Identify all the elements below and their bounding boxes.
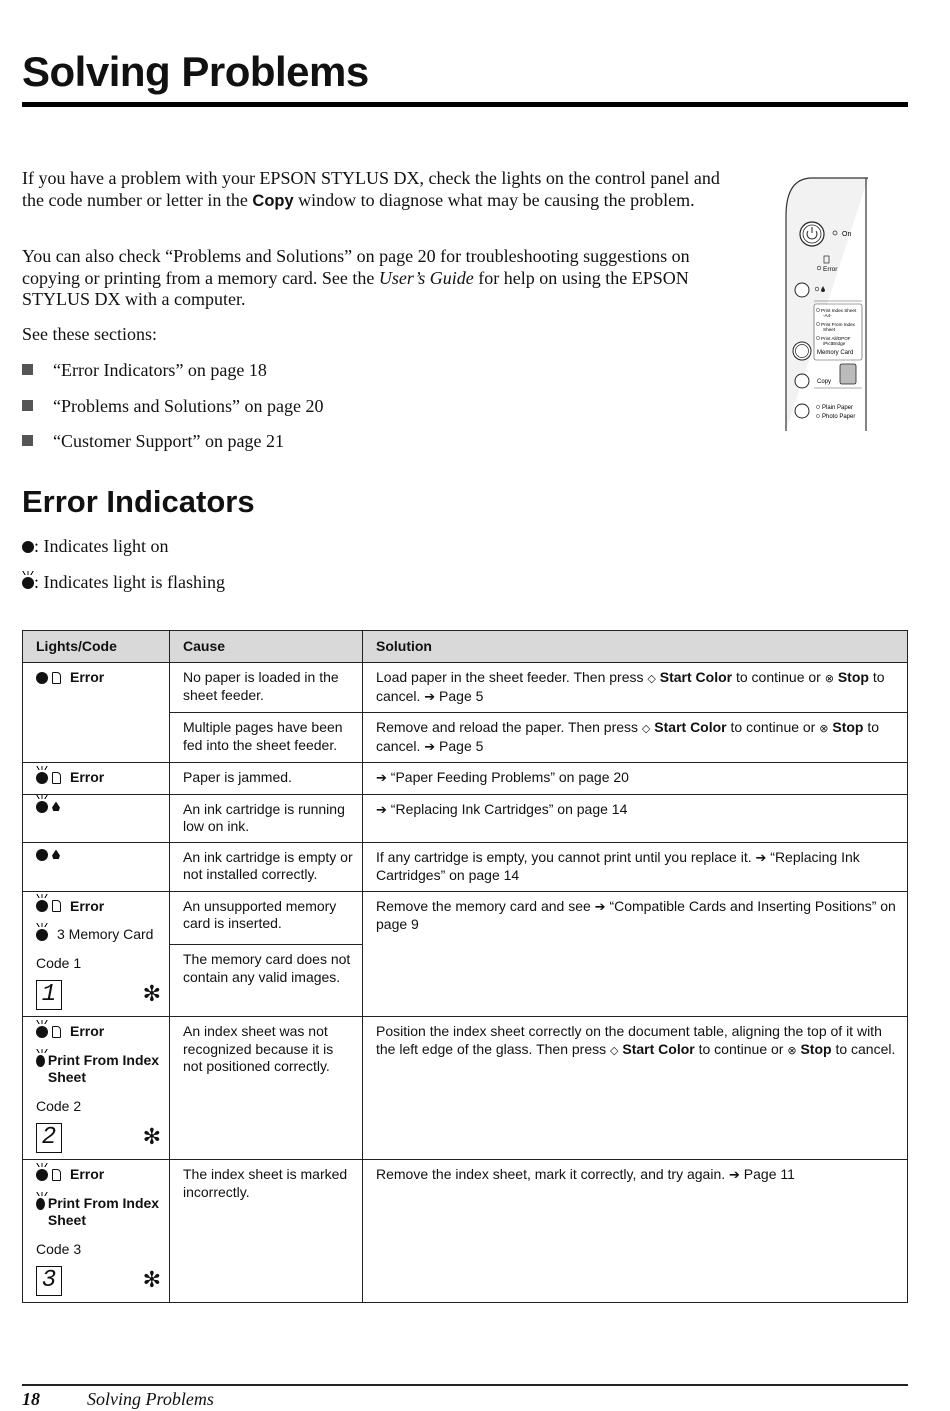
panel-photo-paper-label: Photo Paper — [822, 414, 856, 420]
table-row — [23, 763, 908, 795]
panel-plain-paper-label: Plain Paper — [822, 405, 854, 411]
bullet-icon — [22, 435, 33, 446]
light-flashing-icon — [36, 1026, 48, 1038]
lights-cell: Error Print From Index Sheet Code 3 3 ✻ — [23, 1160, 170, 1303]
page-number: 18 — [22, 1389, 40, 1409]
stop-icon: ⊗ — [824, 672, 834, 685]
panel-pictbridge-label: /PictBridge — [823, 341, 846, 346]
page-title: Solving Problems — [22, 48, 369, 95]
light-on-icon — [36, 672, 48, 684]
start-diamond-icon: ◇ — [641, 722, 651, 735]
column-header: Solution — [363, 631, 908, 663]
arrow-icon: ➔ — [755, 850, 767, 866]
arrow-icon: ➔ — [594, 899, 606, 915]
lights-cell: Error — [23, 763, 170, 795]
asterisk-icon: ✻ — [142, 1125, 161, 1151]
cause-cell: An index sheet was not recognized because it is not positioned correctly. — [170, 1017, 363, 1160]
panel-sheet-label: Sheet — [823, 327, 836, 332]
paper-icon — [52, 1026, 61, 1038]
cause-cell: An unsupported memory card is inserted. — [170, 891, 363, 945]
section-link-problems-solutions[interactable]: “Problems and Solutions” on page 20 — [22, 396, 323, 417]
start-diamond-icon: ◇ — [647, 672, 656, 685]
table-row — [23, 663, 908, 713]
table-header-row — [23, 631, 908, 663]
start-diamond-icon: ◇ — [610, 1043, 619, 1057]
light-flashing-icon — [36, 1198, 45, 1210]
control-panel-illustration — [782, 176, 870, 431]
footer-title: Solving Problems — [87, 1389, 214, 1409]
legend-light-flashing: : Indicates light is flashing — [22, 572, 225, 593]
paper-icon — [52, 772, 61, 784]
asterisk-icon: ✻ — [142, 982, 161, 1008]
panel-print-index-label: Print Index Sheet — [821, 308, 857, 313]
light-flashing-icon — [36, 772, 48, 784]
panel-error-label: Error — [823, 266, 838, 273]
cause-cell: Paper is jammed. — [170, 763, 363, 795]
panel-print-all-label: Print All/DPOF — [821, 336, 851, 341]
stop-icon: ⊗ — [819, 722, 829, 735]
bullet-icon — [22, 400, 33, 411]
footer-rule — [22, 1384, 908, 1386]
asterisk-icon: ✻ — [142, 1268, 161, 1294]
section-heading: Error Indicators — [22, 484, 255, 519]
cause-cell: An ink cartridge is empty or not installed correctly. — [170, 842, 363, 891]
lights-cell: Error Print From Index Sheet Code 2 2 ✻ — [23, 1017, 170, 1160]
panel-on-label: On — [842, 231, 852, 238]
light-on-icon — [36, 849, 48, 861]
intro-paragraph-2: You can also check “Problems and Solutions” on page 20 for troubleshooting suggestions on copying or printing from a memory card. See the User’s Guide for help on using the EPSON STYLUS DX with a computer. — [22, 246, 690, 309]
cause-cell: No paper is loaded in the sheet feeder. — [170, 663, 363, 713]
light-flashing-icon — [36, 1055, 45, 1067]
panel-a4-label: -A4- — [823, 313, 832, 318]
stop-icon: ⊗ — [787, 1043, 797, 1057]
column-header: Lights/Code — [23, 631, 170, 663]
table-row — [23, 891, 908, 945]
light-flashing-icon — [36, 1169, 48, 1181]
arrow-icon: ➔ — [376, 802, 387, 818]
lights-cell: Error 3 Memory Card Code 1 1 ✻ — [23, 891, 170, 1017]
cause-cell: An ink cartridge is running low on ink. — [170, 794, 363, 842]
solution-cell: Remove the memory card and see ➔ “Compatible Cards and Inserting Positions” on page 9 — [363, 891, 908, 1017]
cause-cell: Multiple pages have been fed into the sheet feeder. — [170, 713, 363, 763]
bullet-icon — [22, 364, 33, 375]
lights-cell — [23, 842, 170, 891]
intro-paragraph-3: See these sections: — [22, 324, 157, 344]
panel-print-from-index-label: Print From Index — [821, 322, 855, 327]
light-flashing-icon — [36, 801, 48, 813]
intro-paragraph-1: If you have a problem with your EPSON STYLUS DX, check the lights on the control panel and the code number or letter in the Copy window to diagnose what may be causing the problem. — [22, 168, 720, 210]
cause-cell: The index sheet is marked incorrectly. — [170, 1160, 363, 1303]
table-row — [23, 794, 908, 842]
solution-cell: Position the index sheet correctly on the document table, aligning the top of it with the left edge of the glass. Then press ◇ Start Color to continue or ⊗ Stop to cancel. — [363, 1017, 908, 1160]
ink-drop-icon — [52, 802, 60, 812]
arrow-icon: ➔ — [424, 689, 436, 705]
solution-cell: ➔ “Replacing Ink Cartridges” on page 14 — [363, 794, 908, 842]
table-row — [23, 1160, 908, 1303]
error-indicator-table — [22, 630, 908, 1303]
solution-cell: Remove the index sheet, mark it correctly, and try again. ➔ Page 11 — [363, 1160, 908, 1303]
section-link-error-indicators[interactable]: “Error Indicators” on page 18 — [22, 360, 267, 381]
solution-cell: If any cartridge is empty, you cannot print until you replace it. ➔ “Replacing Ink Cartridges” on page 14 — [363, 842, 908, 891]
lights-cell — [23, 794, 170, 842]
solution-cell: ➔ “Paper Feeding Problems” on page 20 — [363, 763, 908, 795]
light-flashing-icon — [36, 900, 48, 912]
paper-icon — [52, 1169, 61, 1181]
light-on-icon — [22, 541, 34, 553]
solution-cell: Load paper in the sheet feeder. Then press ◇ Start Color to continue or ⊗ Stop to cancel. ➔ Page 5 — [363, 663, 908, 713]
column-header: Cause — [170, 631, 363, 663]
code-display: 3 — [36, 1266, 62, 1296]
legend-light-on: : Indicates light on — [22, 536, 168, 557]
panel-memory-card-label: Memory Card — [817, 350, 854, 356]
arrow-icon: ➔ — [729, 1168, 740, 1183]
arrow-icon: ➔ — [376, 771, 387, 786]
panel-copy-label: Copy — [817, 379, 832, 385]
code-display: 1 — [36, 980, 62, 1010]
solution-cell: Remove and reload the paper. Then press ◇ Start Color to continue or ⊗ Stop to cancel. ➔ Page 5 — [363, 713, 908, 763]
table-row — [23, 1017, 908, 1160]
arrow-icon: ➔ — [424, 739, 436, 755]
paper-icon — [52, 900, 61, 912]
light-flashing-icon — [36, 929, 48, 941]
code-display: 2 — [36, 1123, 62, 1153]
table-row — [23, 842, 908, 891]
lights-cell: Error — [23, 663, 170, 763]
cause-cell: The memory card does not contain any valid images. — [170, 945, 363, 1017]
title-rule — [22, 102, 908, 107]
ink-drop-icon — [52, 850, 60, 860]
section-link-customer-support[interactable]: “Customer Support” on page 21 — [22, 431, 284, 452]
light-flashing-icon — [22, 577, 34, 589]
paper-icon — [52, 672, 61, 684]
